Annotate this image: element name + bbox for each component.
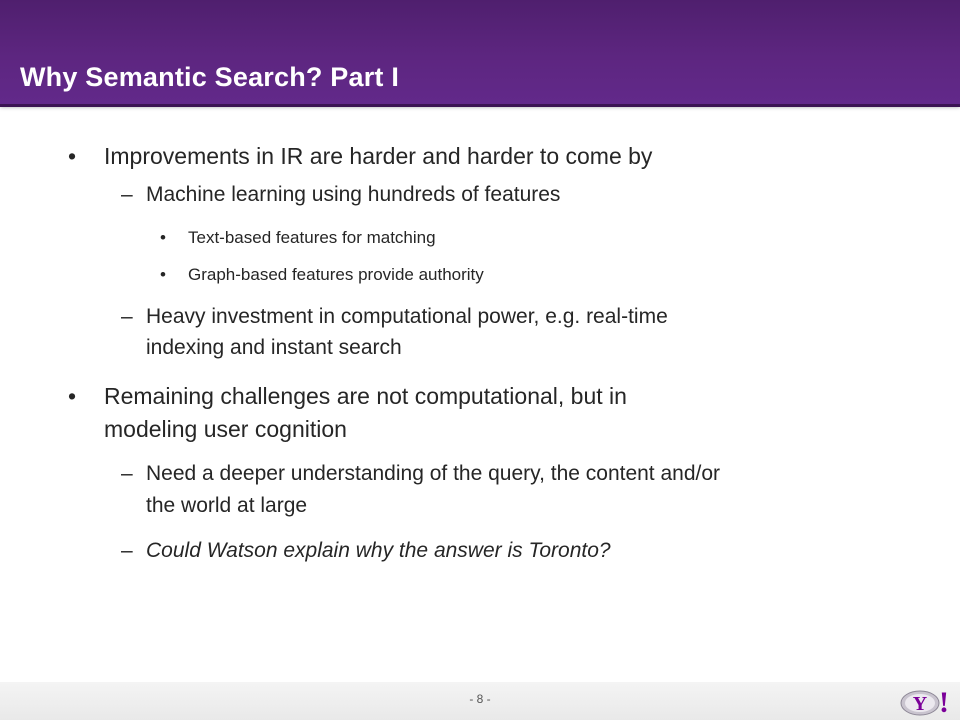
logo-exclaim: ! <box>939 686 949 718</box>
yahoo-logo-icon <box>898 682 952 718</box>
slide-title: Why Semantic Search? Part I <box>20 62 400 92</box>
bullet-1-1-text: Machine learning using hundreds of features <box>146 183 561 206</box>
bullet-2-1-line2: the world at large <box>146 494 308 517</box>
dash-marker: – <box>121 183 133 206</box>
bullet-marker: • <box>68 143 77 169</box>
bullet-2-line2: modeling user cognition <box>104 416 347 442</box>
bullet-1-1-2-text: Graph-based features provide authority <box>188 265 484 284</box>
bullet-marker: • <box>160 265 166 284</box>
dash-marker: – <box>121 462 133 485</box>
bullet-1-2-line2: indexing and instant search <box>146 336 402 359</box>
logo-letter: Y <box>912 693 928 715</box>
page-number: - 8 - <box>469 692 491 706</box>
bullet-2-2-text: Could Watson explain why the answer is Toronto? <box>146 539 611 562</box>
bullet-marker: • <box>160 228 166 247</box>
title-bar-divider <box>0 104 960 107</box>
bullet-2-line1: Remaining challenges are not computational, but in <box>104 383 627 409</box>
bullet-1-2-line1: Heavy investment in computational power, e.g. real-time <box>146 305 668 328</box>
dash-marker: – <box>121 305 133 328</box>
bullet-marker: • <box>68 383 77 409</box>
bullet-2-1-line1: Need a deeper understanding of the query, the content and/or <box>146 462 721 485</box>
bullet-1-1-1-text: Text-based features for matching <box>188 228 436 247</box>
bullet-1-text: Improvements in IR are harder and harder to come by <box>104 143 653 169</box>
dash-marker: – <box>121 539 133 562</box>
